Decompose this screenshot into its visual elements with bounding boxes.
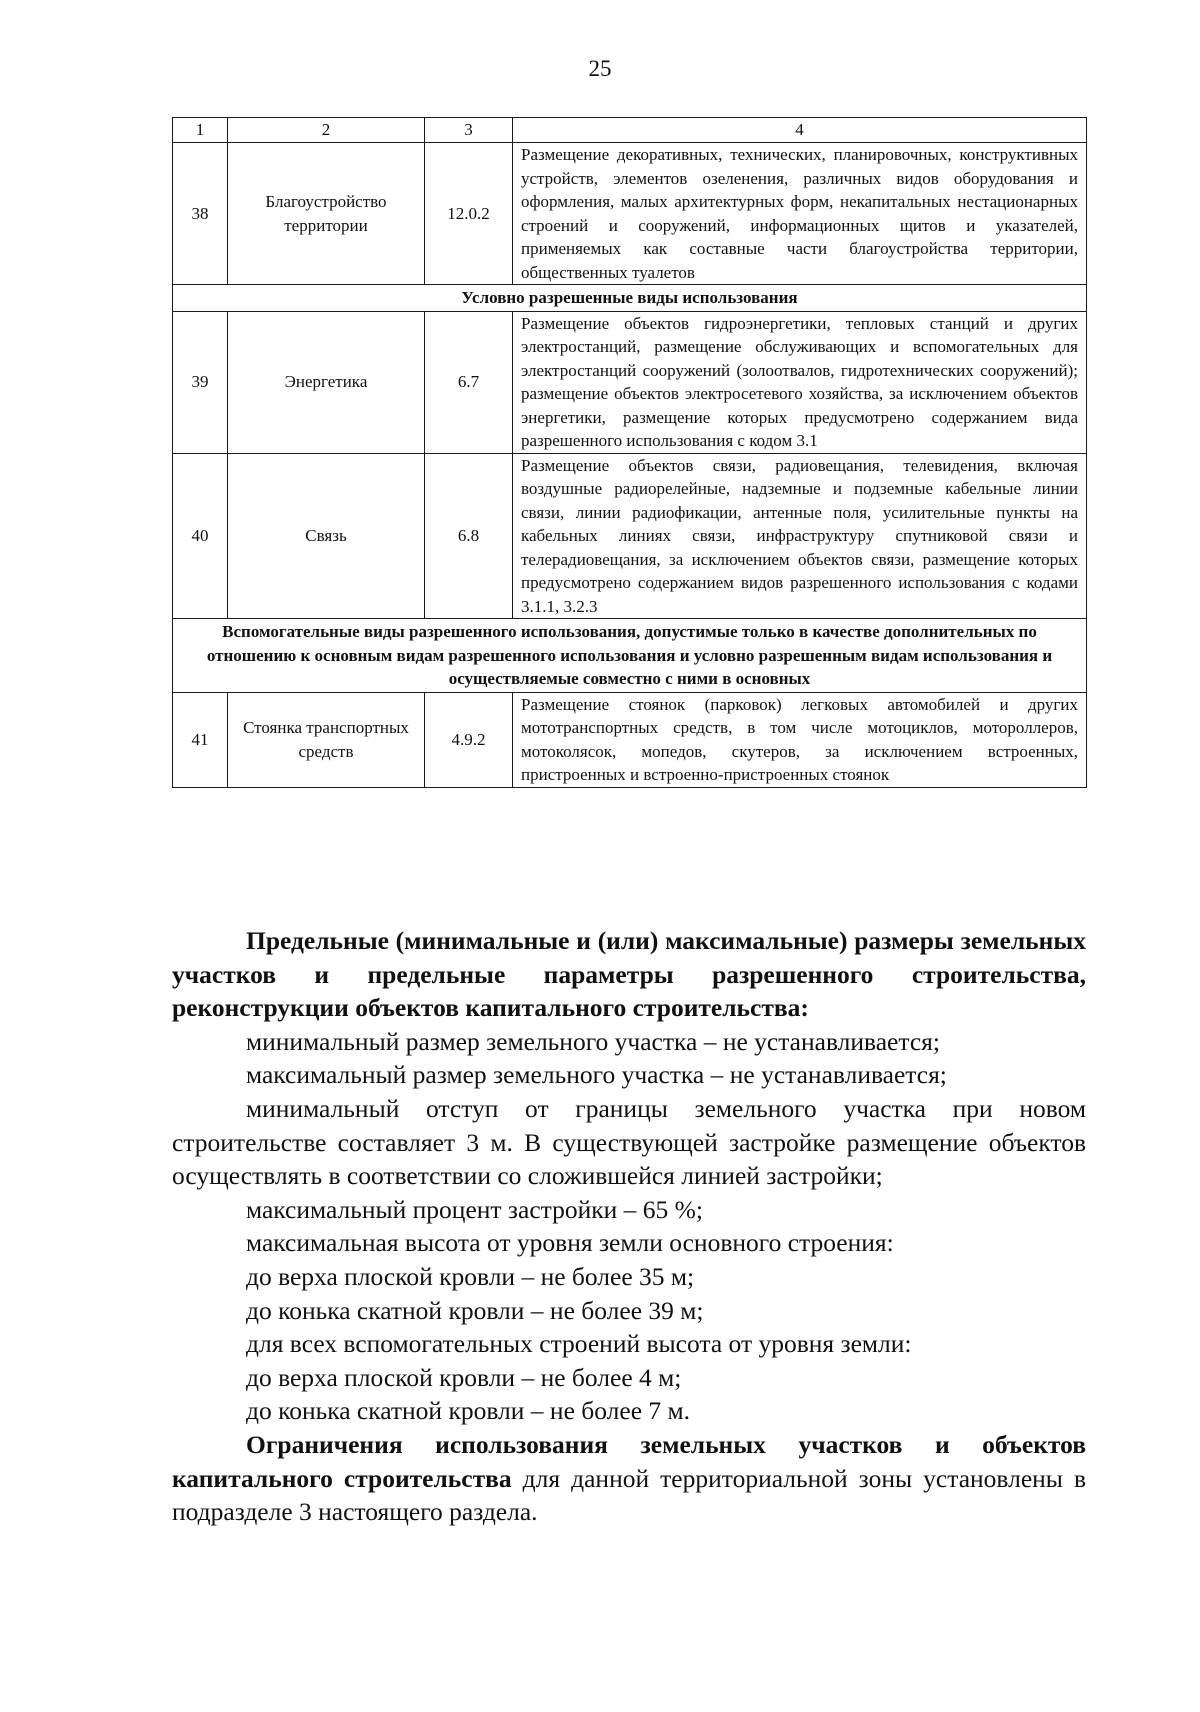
parameter-line: до верха плоской кровли – не более 35 м;: [246, 1261, 695, 1291]
parameter-line: максимальный размер земельного участка – не устанавливается;: [246, 1060, 947, 1090]
section-row: [173, 619, 1087, 693]
use-description: Размещение декоративных, технических, планировочных, конструктивных устройств, элементов озеленения, различных видов оборудования и оформления, малых архитектурных форм, некапитальных нестационарных строений и сооружений, информационных щитов и указателей, применяемых как составные части благоустройства территории, общественных туалетов: [513, 143, 1087, 285]
use-code: 6.7: [425, 311, 513, 453]
restriction-paragraph: [172, 1428, 1086, 1529]
parameter-line: до верха плоской кровли – не более 4 м;: [246, 1362, 682, 1392]
parameter-line: до конька скатной кровли – не более 39 м;: [246, 1295, 704, 1325]
parameter-line: для всех вспомогательных строений высота от уровня земли:: [246, 1329, 912, 1359]
row-number: 40: [173, 453, 228, 619]
table-row: [173, 692, 1087, 787]
section-title: Вспомогательные виды разрешенного использования, допустимые только в качестве дополнительных по отношению к основным видам разрешенного использования и условно разрешенным видам использования и осуществляемые совместно с ними в основных: [173, 619, 1087, 693]
parameter-line: до конька скатной кровли – не более 7 м.: [246, 1396, 691, 1426]
section-title: Условно разрешенные виды использования: [173, 285, 1087, 312]
parameter-line: минимальный отступ от границы земельного участка при новом строительстве составляет 3 м. В существующей застройке размещение объектов осуществлять в соответствии со сложившейся линией застройки;: [172, 1093, 1086, 1191]
page-number: 25: [588, 56, 612, 81]
use-name: Благоустройство территории: [228, 143, 425, 285]
column-header: 3: [425, 118, 513, 143]
use-code: 12.0.2: [425, 143, 513, 285]
table-row: [173, 453, 1087, 619]
row-number: 38: [173, 143, 228, 285]
parameters-section: [172, 924, 1086, 1529]
parameter-line: максимальная высота от уровня земли основного строения:: [246, 1228, 894, 1258]
use-description: Размещение объектов гидроэнергетики, тепловых станций и других электростанций, размещение обслуживающих и вспомогательных для электростанций сооружений (золоотвалов, гидротехнических сооружений); размещение объектов электросетевого хозяйства, за исключением объектов энергетики, размещение которых предусмотрено содержанием вида разрешенного использования с кодом 3.1: [513, 311, 1087, 453]
table-row: [173, 143, 1087, 285]
use-description: Размещение объектов связи, радиовещания, телевидения, включая воздушные радиорелейные, надземные и подземные кабельные линии связи, линии радиофикации, антенные поля, усилительные пункты на кабельных линиях связи, инфраструктуру спутниковой связи и телерадиовещания, за исключением объектов связи, размещение которых предусмотрено содержанием видов разрешенного использования с кодами 3.1.1, 3.2.3: [513, 453, 1087, 619]
table-header-row: [173, 118, 1087, 143]
use-description: Размещение стоянок (парковок) легковых автомобилей и других мототранспортных средств, в том числе мотоциклов, мотороллеров, мотоколясок, мопедов, скутеров, за исключением встроенных, пристроенных и встроенно-пристроенных стоянок: [513, 692, 1087, 787]
use-code: 6.8: [425, 453, 513, 619]
parameters-heading: Предельные (минимальные и (или) максимальные) размеры земельных участков и предельные параметры разрешенного строительства, реконструкции объектов капитального строительства:: [172, 926, 1086, 1023]
row-number: 41: [173, 692, 228, 787]
column-header: 1: [173, 118, 228, 143]
section-row: [173, 285, 1087, 312]
table-row: [173, 311, 1087, 453]
land-use-table: [172, 117, 1087, 788]
use-name: Энергетика: [228, 311, 425, 453]
use-code: 4.9.2: [425, 692, 513, 787]
use-name: Связь: [228, 453, 425, 619]
restriction-rest: для данной территориальной зоны установлены в подразделе 3 настоящего раздела.: [172, 1463, 1087, 1527]
parameter-line: минимальный размер земельного участка – не устанавливается;: [246, 1026, 940, 1056]
restriction-bold: Ограничения использования земельных участков и объектов капитального строительства: [172, 1429, 1086, 1493]
row-number: 39: [173, 311, 228, 453]
column-header: 2: [228, 118, 425, 143]
column-header: 4: [513, 118, 1087, 143]
parameter-line: максимальный процент застройки – 65 %;: [246, 1194, 703, 1224]
use-name: Стоянка транспортных средств: [228, 692, 425, 787]
